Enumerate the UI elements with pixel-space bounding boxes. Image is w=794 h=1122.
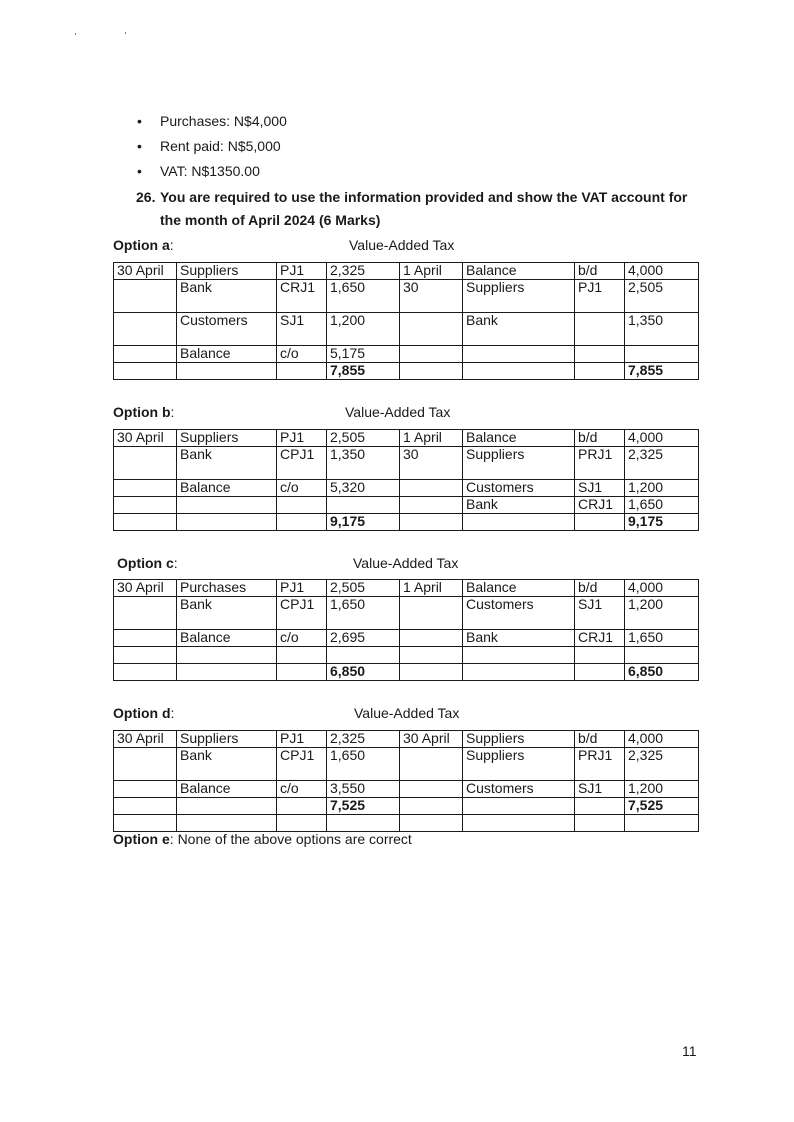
question-number: 26. (136, 189, 156, 205)
ledger-cell (177, 497, 277, 514)
ledger-cell: Balance (177, 480, 277, 497)
ledger-cell: 2,325 (625, 748, 699, 781)
ledger-cell: 1,650 (327, 597, 400, 630)
bullet-rent-paid: • Rent paid: N$5,000 (135, 136, 287, 161)
ledger-cell: c/o (277, 346, 327, 363)
ledger-cell: Balance (177, 346, 277, 363)
ledger-cell: 30 (400, 280, 463, 313)
ledger-cell (177, 363, 277, 380)
ledger-cell: Suppliers (463, 447, 575, 480)
ledger-cell (277, 815, 327, 832)
ledger-total-cell: 7,855 (327, 363, 400, 380)
ledger-cell (625, 346, 699, 363)
ledger-cell (400, 480, 463, 497)
table-row (114, 346, 699, 363)
option-c-account-title: Value-Added Tax (353, 555, 459, 571)
ledger-cell: CRJ1 (575, 630, 625, 647)
ledger-cell: PRJ1 (575, 447, 625, 480)
ledger-cell: PRJ1 (575, 748, 625, 781)
ledger-cell: 1,650 (327, 280, 400, 313)
ledger-cell: SJ1 (277, 313, 327, 346)
ledger-cell (114, 313, 177, 346)
ledger-cell: SJ1 (575, 597, 625, 630)
option-b-account-title: Value-Added Tax (345, 404, 451, 420)
ledger-cell: Bank (463, 630, 575, 647)
ledger-cell: 2,325 (327, 731, 400, 748)
table-row (114, 263, 699, 280)
option-label-text: Option d (113, 705, 171, 721)
ledger-cell: b/d (575, 430, 625, 447)
table-row (114, 597, 699, 630)
ledger-cell: 4,000 (625, 263, 699, 280)
ledger-cell (114, 447, 177, 480)
ledger-cell (177, 647, 277, 664)
ledger-cell (114, 798, 177, 815)
ledger-cell: PJ1 (277, 263, 327, 280)
ledger-cell: 2,505 (327, 580, 400, 597)
ledger-cell (400, 781, 463, 798)
ledger-cell (575, 313, 625, 346)
ledger-cell (177, 798, 277, 815)
question-26 (136, 186, 716, 232)
question-text-line1: You are required to use the information provided and show the VAT account for (160, 189, 688, 205)
ledger-cell (114, 280, 177, 313)
ledger-cell (277, 798, 327, 815)
option-a-ledger (113, 262, 699, 380)
ledger-cell: b/d (575, 580, 625, 597)
page-number: 11 (682, 1043, 697, 1059)
ledger-cell: 4,000 (625, 580, 699, 597)
ledger-cell: CPJ1 (277, 748, 327, 781)
ledger-cell: 1,350 (327, 447, 400, 480)
ledger-total-cell: 6,850 (625, 664, 699, 681)
table-row (114, 280, 699, 313)
ledger-cell: 1,200 (327, 313, 400, 346)
bullet-purchases: • Purchases: N$4,000 (135, 111, 287, 136)
option-e-text: None of the above options are correct (177, 831, 412, 847)
ledger-cell: 30 April (114, 263, 177, 280)
ledger-cell: 1,650 (625, 630, 699, 647)
ledger-cell: 1 April (400, 430, 463, 447)
ledger-cell: c/o (277, 630, 327, 647)
ledger-cell: PJ1 (575, 280, 625, 313)
table-row-total (114, 514, 699, 531)
ledger-cell: 1,350 (625, 313, 699, 346)
ledger-cell: CRJ1 (575, 497, 625, 514)
ledger-cell: Suppliers (463, 731, 575, 748)
ledger-cell: 1,200 (625, 781, 699, 798)
ledger-cell: c/o (277, 781, 327, 798)
ledger-cell (277, 647, 327, 664)
option-label-text: Option b (113, 404, 171, 420)
ledger-cell (400, 346, 463, 363)
table-row (114, 630, 699, 647)
ledger-cell (114, 748, 177, 781)
ledger-cell (114, 647, 177, 664)
option-a-label: Option a: (113, 237, 174, 253)
ledger-cell: Bank (177, 280, 277, 313)
ledger-cell: 2,695 (327, 630, 400, 647)
table-row (114, 447, 699, 480)
ledger-cell (400, 647, 463, 664)
ledger-cell: SJ1 (575, 781, 625, 798)
given-information-list (135, 111, 287, 186)
ledger-cell: 30 (400, 447, 463, 480)
ledger-cell: Customers (463, 597, 575, 630)
ledger-cell: 5,175 (327, 346, 400, 363)
scan-mark (125, 32, 126, 34)
ledger-cell (400, 313, 463, 346)
ledger-cell: 1 April (400, 580, 463, 597)
table-row (114, 815, 699, 832)
ledger-cell (400, 514, 463, 531)
ledger-cell (400, 815, 463, 832)
ledger-cell (114, 363, 177, 380)
ledger-cell (114, 497, 177, 514)
ledger-cell: Customers (177, 313, 277, 346)
ledger-cell: 2,325 (327, 263, 400, 280)
ledger-cell (463, 664, 575, 681)
ledger-cell (114, 346, 177, 363)
ledger-cell (575, 798, 625, 815)
ledger-cell: 5,320 (327, 480, 400, 497)
option-e: Option e: None of the above options are correct (113, 831, 412, 847)
ledger-cell: Customers (463, 480, 575, 497)
ledger-cell (277, 363, 327, 380)
option-d-account-title: Value-Added Tax (354, 705, 460, 721)
option-label-text: Option a (113, 237, 170, 253)
option-label-text: Option c (117, 555, 174, 571)
ledger-cell: 2,325 (625, 447, 699, 480)
ledger-cell (625, 815, 699, 832)
ledger-cell: 1,650 (327, 748, 400, 781)
ledger-cell: Bank (463, 313, 575, 346)
ledger-cell: 4,000 (625, 430, 699, 447)
ledger-cell: PJ1 (277, 580, 327, 597)
ledger-cell: Balance (463, 580, 575, 597)
option-e-label: Option e (113, 831, 170, 847)
ledger-cell: Suppliers (177, 263, 277, 280)
table-row (114, 781, 699, 798)
ledger-cell: 2,505 (327, 430, 400, 447)
ledger-cell (400, 497, 463, 514)
ledger-cell (177, 664, 277, 681)
scan-mark (75, 33, 76, 35)
ledger-cell (625, 647, 699, 664)
table-row-total (114, 363, 699, 380)
ledger-total-cell: 6,850 (327, 664, 400, 681)
table-row (114, 748, 699, 781)
ledger-cell: 30 April (114, 580, 177, 597)
option-a-account-title: Value-Added Tax (349, 237, 455, 253)
ledger-cell: CRJ1 (277, 280, 327, 313)
ledger-cell: CPJ1 (277, 597, 327, 630)
table-row-total (114, 664, 699, 681)
ledger-cell (400, 363, 463, 380)
ledger-cell: Purchases (177, 580, 277, 597)
ledger-cell (575, 664, 625, 681)
ledger-cell (327, 497, 400, 514)
table-row (114, 480, 699, 497)
ledger-cell (114, 781, 177, 798)
ledger-total-cell: 7,525 (625, 798, 699, 815)
ledger-cell (400, 798, 463, 815)
ledger-cell (463, 514, 575, 531)
ledger-cell: Customers (463, 781, 575, 798)
ledger-cell (327, 815, 400, 832)
question-text-line2: the month of April 2024 (6 Marks) (160, 212, 381, 228)
option-c-label: Option c: (117, 555, 178, 571)
ledger-cell (463, 647, 575, 664)
ledger-total-cell: 7,525 (327, 798, 400, 815)
ledger-cell: PJ1 (277, 731, 327, 748)
table-row (114, 430, 699, 447)
ledger-cell (277, 514, 327, 531)
ledger-cell (400, 664, 463, 681)
ledger-cell (114, 514, 177, 531)
ledger-cell: Balance (177, 630, 277, 647)
table-row (114, 313, 699, 346)
ledger-cell: 4,000 (625, 731, 699, 748)
ledger-cell (114, 664, 177, 681)
option-b-label: Option b: (113, 404, 175, 420)
ledger-cell: Bank (177, 597, 277, 630)
ledger-cell: Balance (463, 263, 575, 280)
table-row (114, 647, 699, 664)
ledger-cell: CPJ1 (277, 447, 327, 480)
option-b-ledger (113, 429, 699, 531)
ledger-cell: Balance (463, 430, 575, 447)
ledger-cell (400, 748, 463, 781)
ledger-cell: Bank (463, 497, 575, 514)
ledger-cell (463, 346, 575, 363)
ledger-cell (463, 363, 575, 380)
ledger-cell (177, 514, 277, 531)
ledger-cell (114, 630, 177, 647)
option-d-ledger (113, 730, 699, 832)
table-row (114, 580, 699, 597)
ledger-cell (114, 597, 177, 630)
ledger-cell (400, 597, 463, 630)
option-c-ledger (113, 579, 699, 681)
ledger-cell (277, 497, 327, 514)
ledger-cell (114, 480, 177, 497)
ledger-total-cell: 7,855 (625, 363, 699, 380)
ledger-cell: Suppliers (463, 280, 575, 313)
option-d-label: Option d: (113, 705, 175, 721)
ledger-cell: 1,200 (625, 480, 699, 497)
ledger-cell: c/o (277, 480, 327, 497)
ledger-cell: Suppliers (463, 748, 575, 781)
ledger-total-cell: 9,175 (625, 514, 699, 531)
ledger-cell: Suppliers (177, 731, 277, 748)
ledger-cell: 3,550 (327, 781, 400, 798)
ledger-cell: 1,200 (625, 597, 699, 630)
ledger-cell: 1,650 (625, 497, 699, 514)
ledger-cell (575, 647, 625, 664)
ledger-cell: Bank (177, 748, 277, 781)
table-row (114, 497, 699, 514)
ledger-cell (177, 815, 277, 832)
ledger-cell: 30 April (400, 731, 463, 748)
ledger-cell: Suppliers (177, 430, 277, 447)
ledger-cell: SJ1 (575, 480, 625, 497)
ledger-cell: b/d (575, 731, 625, 748)
ledger-cell: 30 April (114, 430, 177, 447)
ledger-cell: b/d (575, 263, 625, 280)
table-row (114, 731, 699, 748)
ledger-total-cell: 9,175 (327, 514, 400, 531)
table-row-total (114, 798, 699, 815)
ledger-cell (114, 815, 177, 832)
ledger-cell: 2,505 (625, 280, 699, 313)
ledger-cell (400, 630, 463, 647)
ledger-cell (463, 815, 575, 832)
ledger-cell: 30 April (114, 731, 177, 748)
ledger-cell: Balance (177, 781, 277, 798)
bullet-vat: • VAT: N$1350.00 (135, 161, 287, 186)
ledger-cell (463, 798, 575, 815)
ledger-cell (575, 346, 625, 363)
ledger-cell (575, 514, 625, 531)
ledger-cell (575, 815, 625, 832)
ledger-cell (575, 363, 625, 380)
ledger-cell: Bank (177, 447, 277, 480)
ledger-cell (327, 647, 400, 664)
ledger-cell: PJ1 (277, 430, 327, 447)
ledger-cell: 1 April (400, 263, 463, 280)
ledger-cell (277, 664, 327, 681)
